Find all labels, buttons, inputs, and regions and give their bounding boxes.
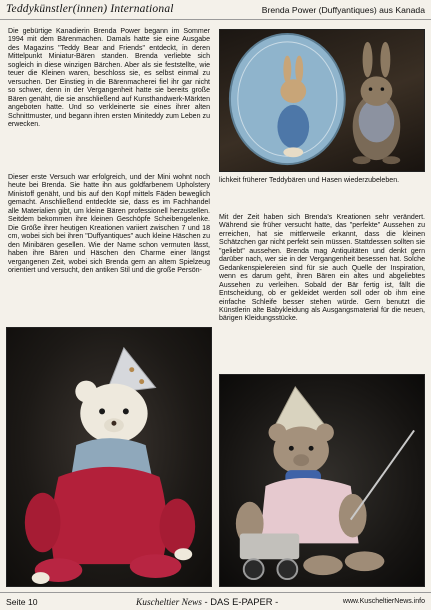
footer-publication: [136, 596, 278, 608]
article-paragraph-2: Dieser erste Versuch war erfolgreich, und der Mini wohnt noch heute bei Brenda. Sie hatte ihn aus goldfarbenem Upholstery Ministoff genäht, und bis auf den Kopf mittels Fäden beweglich gemacht. Anschließend entdeckte sie, dass es im Fachhandel alle Materialien gibt, um kleine Bären professionell herzustellen. Seitdem bekommen ihre kleinen Geschöpfe Scheibengelenke. Die Größe ihrer heutigen Kreationen variiert zwischen 7 und 18 cm, wobei sich bei ihren "Duffyantiques" auch kleine Häschen zu den Minibären gesellen. Wie der Name schon vermuten lässt, haben ihre Bären und Häschen den Charme einer längst vergangenen Zeit, wobei sich Brenda gern an altem Spielzeug orientiert und versucht, den antiken Stil und die große Persön-: [8, 174, 210, 274]
article-subtitle: Brenda Power (Duffyantiques) aus Kanada: [261, 5, 425, 15]
page-number: Seite 10: [6, 597, 38, 607]
article-paragraph-3: lichkeit früherer Teddybären und Hasen wiederzubeleben.: [219, 177, 400, 184]
page-footer: [0, 592, 431, 610]
section-title: Teddykünstler(innen) International: [6, 3, 174, 15]
footer-website-link[interactable]: www.KuscheltierNews.info: [342, 598, 425, 605]
page-header: [0, 0, 431, 20]
article-paragraph-1: Die gebürtige Kanadierin Brenda Power begann im Sommer 1994 mit dem Bärenmachen. Damals hatte sie eine Ausgabe des Magazins "Teddy Bear and Friends" entdeckt, in deren Mittelpunkt Miniatur-Bären standen. Brenda verliebte sich sogleich in diese winzigen Bärchen. Aber als sie feststellte, wie teuer die Kleinen waren, beschloss sie, es selbst einmal zu versuchen. Der Einstieg in die Bärenmacherei fiel ihr gar nicht so schwer, denn in der Vergangenheit hatte sie bereits große Bären genäht, die sie anschließend auf Kunsthandwerk-Märkten angeboten hatte. Und so verkleinerte sie eines ihrer alten Schnittmuster, und begann ihren ersten Miniteddy zum Leben zu erwecken.: [8, 28, 210, 128]
photo-clown-bear: [6, 327, 212, 587]
publication-edition: - DAS E-PAPER -: [204, 596, 279, 607]
publication-name: Kuscheltier News: [136, 598, 202, 608]
photo-bear-with-cart: [219, 374, 425, 587]
article-paragraph-4: Mit der Zeit haben sich Brenda's Kreationen sehr verändert. Während sie früher versucht hatte, das "perfekte" Aussehen zu erreichen, hat sie mittlerweile erkannt, dass die kleinen Schätzchen gar nicht perfekt sein müssen. Stattdessen sollten sie "geliebt" aussehen. Brenda mag Antiquitäten und denkt gern darüber nach, wer sie in der Vergangenheit besessen hat. Solche Gedankenspielereien sind für sie auch Quelle der Inspiration, wenn es darum geht, ihren Bären ein altes und abgeliebtes Aussehen zu verleihen. Sobald der Bär fertig ist, fällt die Entscheidung, ob er gekleidet werden soll oder ob ihm eine einfache Schleife besser stehen würde. Gern benutzt die Künstlerin alte Babykleidung als Ausgangsmaterial für die neuen, bärigen Kleidungsstücke.: [219, 214, 425, 323]
photo-bunny-and-rabbit: [219, 29, 425, 172]
